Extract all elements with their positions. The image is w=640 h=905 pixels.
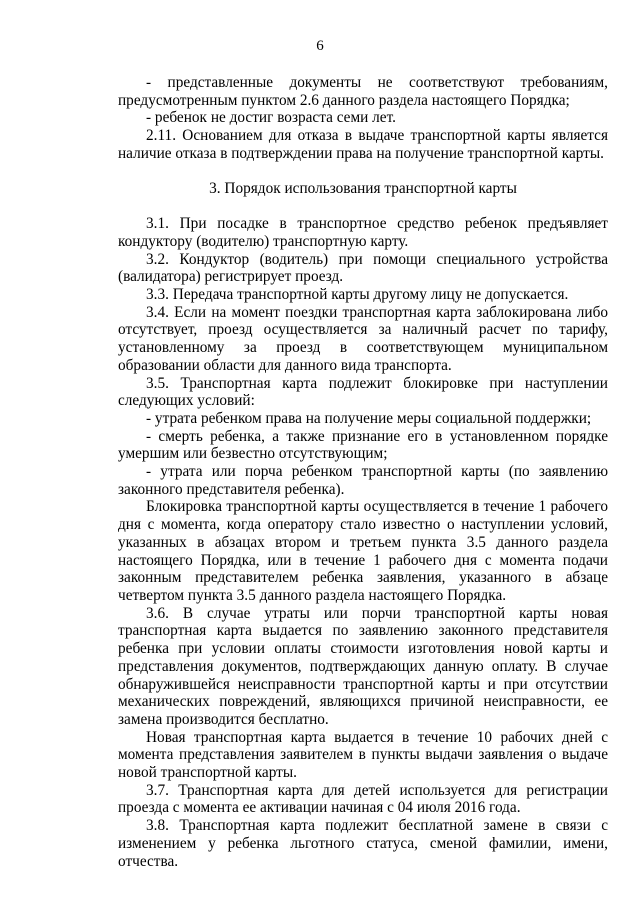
paragraph-3-3: 3.3. Передача транспортной карты другому лицу не допускается. xyxy=(146,286,569,304)
paragraph-age-requirement: - ребенок не достиг возраста семи лет. xyxy=(146,109,396,127)
section-heading: 3. Порядок использования транспортной карты xyxy=(209,179,517,197)
paragraph-3-6: 3.6. В случае утраты или порчи транспортной карты новая транспортная карта выдается по заявлению законного представителя ребенка при условии оплаты стоимости изготовления новой карты и представления документов, подтверждающих данную оплату. В случае обнаружившейся неисправности транспортной карты и при отсутствии механических повреждений, являющихся причиной неисправности, ее замена производится бесплатно. xyxy=(118,604,608,728)
paragraph-2-11: 2.11. Основанием для отказа в выдаче транспортной карты является наличие отказа в подтверждении права на получение транспортной карты. xyxy=(118,127,608,162)
paragraph-3-1: 3.1. При посадке в транспортное средство ребенок предъявляет кондуктору (водителю) транспортную карту. xyxy=(118,215,608,250)
paragraph-3-7: 3.7. Транспортная карта для детей используется для регистрации проезда с момента ее активации начиная с 04 июля 2016 года. xyxy=(118,781,608,817)
paragraph-new-card: Новая транспортная карта выдается в течение 10 рабочих дней с момента представления заявителем в пункты выдачи заявления о выдаче новой транспортной карты. xyxy=(118,728,608,782)
paragraph-blocking: Блокировка транспортной карты осуществляется в течение 1 рабочего дня с момента, когда оператору стало известно о наступлении условий, указанных в абзацах втором и третьем пункта 3.5 данного раздела настоящего Порядка, или в течение 1 рабочего дня с момента подачи законным представителем ребенка заявления, указанного в абзаце четвертом пункта 3.5 данного раздела настоящего Порядка. xyxy=(118,498,608,604)
list-item-loss-of-right: - утрата ребенком права на получение меры социальной поддержки; xyxy=(146,409,592,427)
list-item-death: - смерть ребенка, а также признание его в установленном порядке умершим или безвестно отсутствующим; xyxy=(118,427,608,463)
paragraph-3-8: 3.8. Транспортная карта подлежит бесплатной замене в связи с изменением у ребенка льготного статуса, сменой фамилии, имени, отчества. xyxy=(118,817,608,870)
paragraph-3-5: 3.5. Транспортная карта подлежит блокировке при наступлении следующих условий: xyxy=(118,374,608,410)
page-number: 6 xyxy=(316,38,324,54)
paragraph-3-4: 3.4. Если на момент поездки транспортная карта заблокирована либо отсутствует, проезд осуществляется за наличный расчет по тарифу, установленному за проезд в соответствующем муниципальном образовании области для данного вида транспорта. xyxy=(118,303,608,374)
list-item-card-loss: - утрата или порча ребенком транспортной карты (по заявлению законного представителя ребенка). xyxy=(118,463,608,498)
paragraph-documents-mismatch: - представленные документы не соответствуют требованиям, предусмотренным пунктом 2.6 данного раздела настоящего Порядка; xyxy=(118,74,608,109)
document-body xyxy=(118,74,608,870)
paragraph-3-2: 3.2. Кондуктор (водитель) при помощи специального устройства (валидатора) регистрирует проезд. xyxy=(118,250,608,286)
